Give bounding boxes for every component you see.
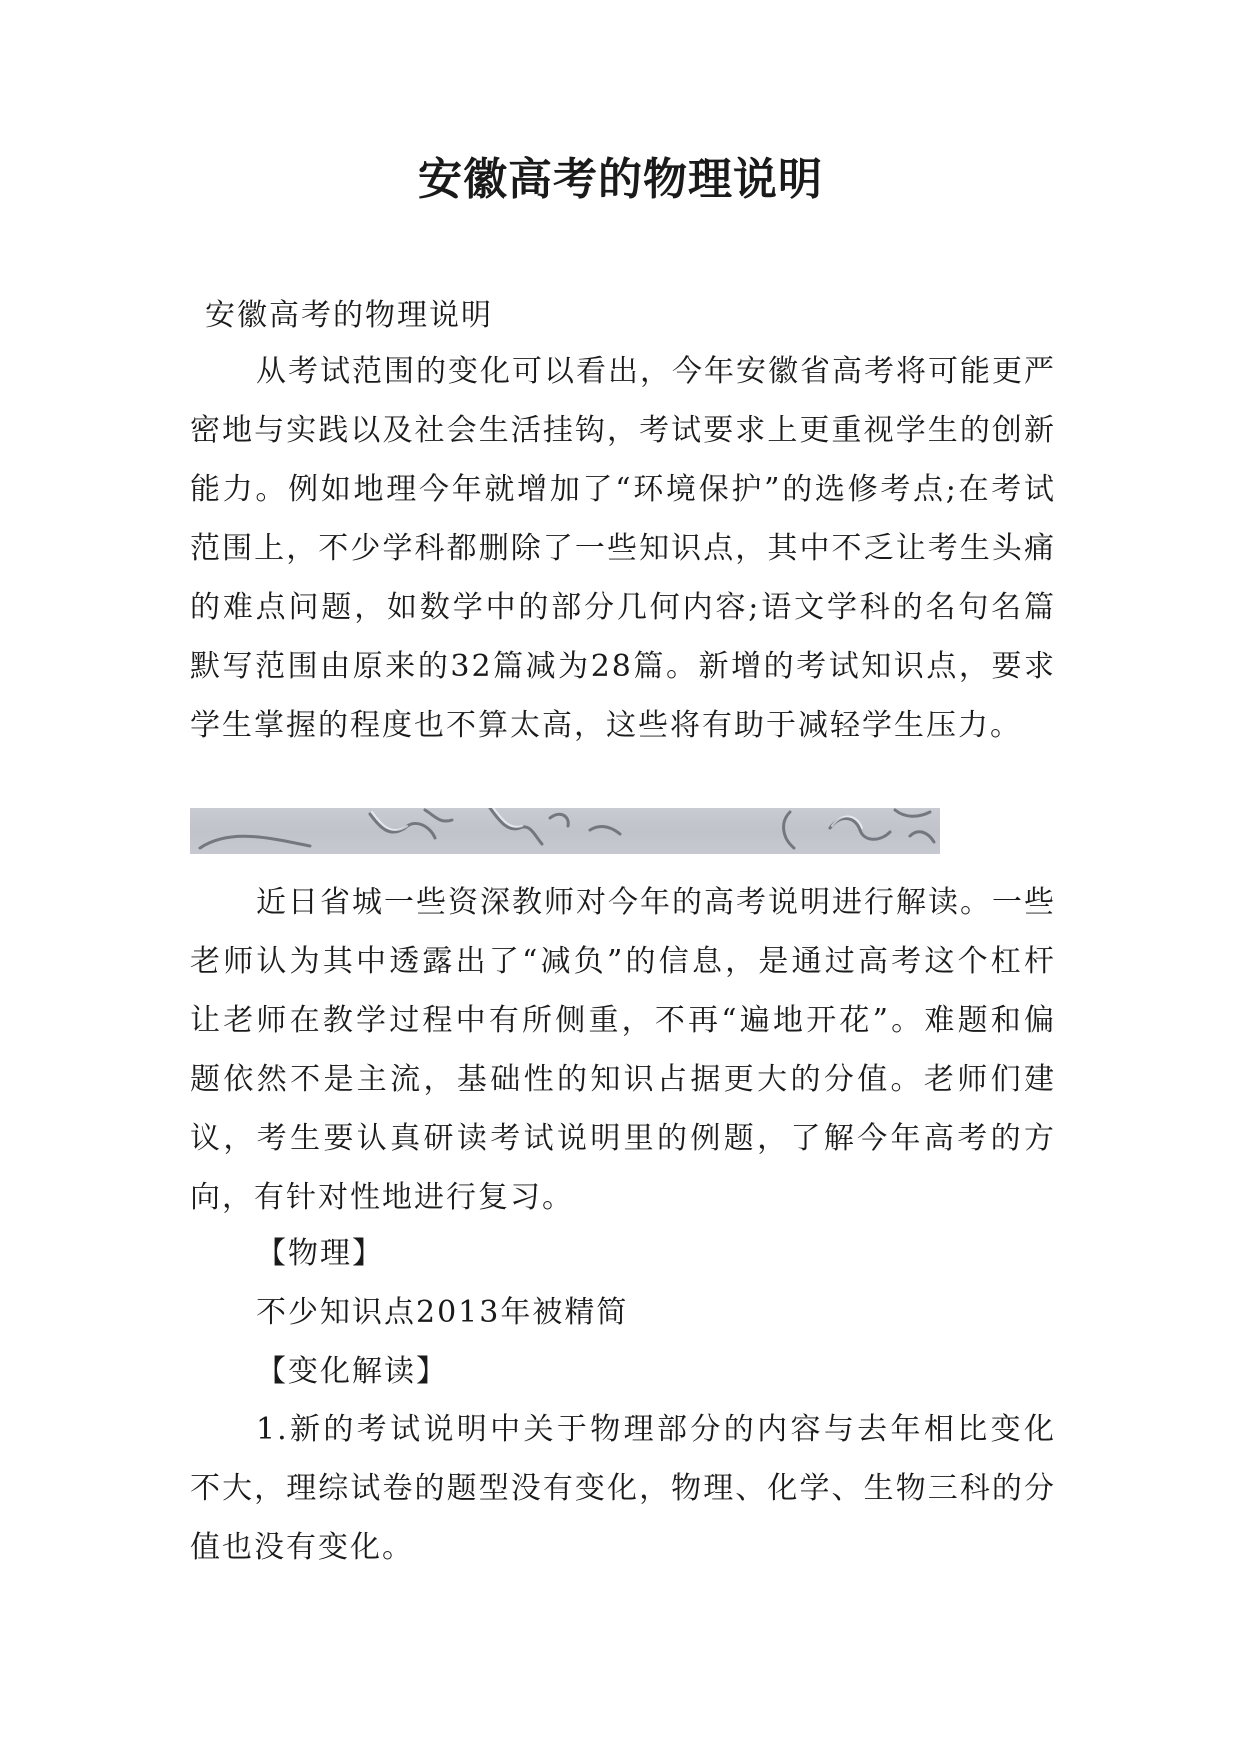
paragraph-teacher-interpretation: 近日省城一些资深教师对今年的高考说明进行解读。一些老师认为其中透露出了“减负”的信息，是通过高考这个杠杆让老师在教学过程中有所侧重，不再“遍地开花”。难题和偏题依然不是主流，基础性的知识占据更大的分值。老师们建议，考生要认真研读考试说明里的例题，了解今年高考的方向，有针对性地进行复习。	[190, 885, 1056, 1215]
paragraph-physics-change: 1.新的考试说明中关于物理部分的内容与去年相比变化不大，理综试卷的题型没有变化，物理、化学、生物三科的分值也没有变化。	[190, 1412, 1056, 1565]
section-subheading-simplified: 不少知识点2013年被精简	[256, 1295, 629, 1330]
document-title: 安徽高考的物理说明	[418, 154, 823, 205]
paragraph-exam-scope: 从考试范围的变化可以看出，今年安徽省高考将可能更严密地与实践以及社会生活挂钩，考试要求上更重视学生的创新能力。例如地理今年就增加了“环境保护”的选修考点;在考试范围上，不少学科都删除了一些知识点，其中不乏让考生头痛的难点问题，如数学中的部分几何内容;语文学科的名句名篇默写范围由原来的32篇减为28篇。新增的考试知识点，要求学生掌握的程度也不算太高，这些将有助于减轻学生压力。	[190, 354, 1056, 743]
decorative-pattern-image	[190, 808, 940, 854]
document-subtitle: 安徽高考的物理说明	[205, 298, 493, 333]
section-heading-change-interpretation: 【变化解读】	[256, 1354, 448, 1389]
section-heading-physics: 【物理】	[256, 1236, 384, 1271]
swirl-pattern-graphic	[190, 808, 940, 854]
